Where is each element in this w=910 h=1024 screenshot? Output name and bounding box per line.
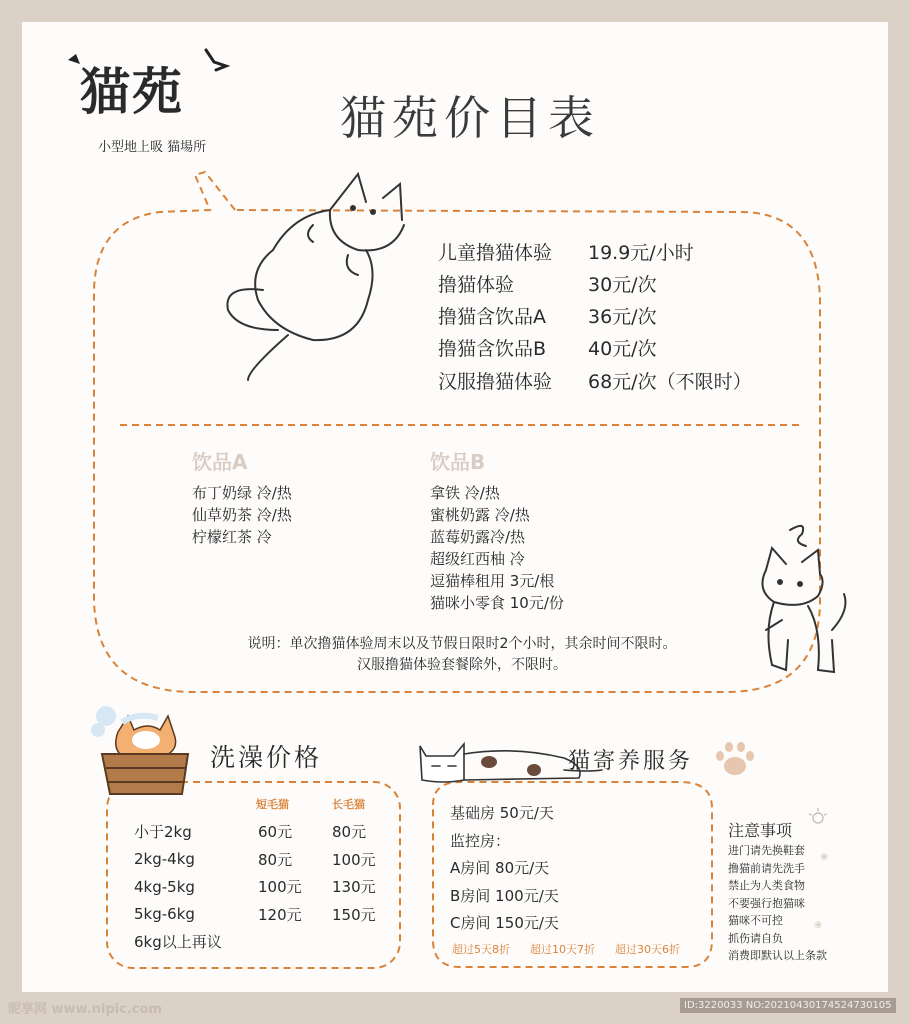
foster-list [450, 800, 559, 938]
watermark-left: 昵享网 www.nipic.com [8, 1002, 162, 1017]
logo: 猫苑 [80, 62, 184, 121]
small-paw-icon: ❀ [820, 852, 829, 863]
table-row [134, 846, 376, 874]
discount-badge: 超过30天6折 [615, 943, 680, 956]
bath-tub-cat-icon [88, 702, 198, 798]
price-row-value: 68元/次（不限时） [588, 371, 752, 393]
cat-lying-icon [218, 170, 418, 385]
list-item: 消费即默认以上条款 [728, 949, 827, 962]
notice-title: 注意事项 [728, 821, 793, 840]
note-line: 说明：单次撸猫体验周末以及节假日限时2个小时，其余时间不限时。 [247, 636, 677, 652]
price-row-value: 19.9元/小时 [588, 242, 694, 264]
table-row [134, 901, 376, 929]
price-row-value: 40元/次 [588, 338, 657, 360]
bath-header-long: 长毛猫 [332, 798, 365, 811]
bath-short-price: 60元 [258, 823, 293, 842]
list-item: 猫咪小零食 10元/份 [430, 594, 564, 612]
small-paw-icon: ❀ [814, 920, 823, 931]
list-item: A房间 80元/天 [450, 859, 550, 877]
cat-standing-icon [752, 520, 856, 690]
table-row [134, 873, 376, 901]
table-row [134, 818, 376, 846]
lightbulb-icon [806, 806, 830, 830]
bath-long-price: 150元 [332, 905, 376, 924]
bath-footer: 6kg以上再议 [134, 933, 222, 952]
list-item: 柠檬红茶 冷 [192, 528, 272, 546]
list-item: 蜜桃奶露 冷/热 [430, 506, 530, 524]
foster-title: 猫寄养服务 [568, 749, 694, 774]
list-item: 禁止为人类食物 [728, 879, 805, 892]
bath-weight: 小于2kg [134, 823, 192, 842]
bath-long-price: 80元 [332, 823, 367, 842]
price-row-name: 撸猫体验 [438, 274, 515, 296]
price-row-name: 汉服撸猫体验 [438, 371, 553, 393]
page-title: 猫苑价目表 [340, 91, 600, 145]
price-row [438, 302, 657, 329]
note-line: 汉服撸猫体验套餐除外，不限时。 [357, 657, 567, 673]
bath-header-short: 短毛猫 [256, 798, 289, 811]
list-item: 基础房 50元/天 [450, 804, 554, 822]
list-item: 抓伤请自负 [728, 931, 783, 945]
list-item: 猫咪不可控 [728, 914, 783, 927]
discount-badge: 超过5天8折 [452, 943, 510, 956]
table-row [134, 928, 376, 956]
list-item: 进门请先换鞋套 [728, 844, 805, 857]
list-item: 蓝莓奶露冷/热 [430, 528, 526, 546]
drinks-b-title: 饮品B [430, 450, 486, 474]
bath-short-price: 100元 [258, 878, 302, 897]
list-item: 超级红西柚 冷 [430, 550, 525, 568]
list-item: 监控房： [450, 831, 511, 850]
price-row [438, 270, 657, 297]
bath-weight: 2kg-4kg [134, 850, 195, 869]
bath-weight: 4kg-5kg [134, 877, 195, 896]
bath-short-price: 80元 [258, 850, 293, 869]
price-row [438, 367, 752, 394]
bath-short-price: 120元 [258, 905, 302, 924]
discount-badge: 超过10天7折 [530, 943, 595, 956]
bath-weight: 5kg-6kg [134, 905, 195, 924]
list-item: B房间 100元/天 [450, 886, 559, 905]
drinks-a-title: 饮品A [192, 450, 248, 474]
price-row [438, 238, 694, 265]
list-item: C房间 150元/天 [450, 914, 559, 932]
list-item: 逗猫棒租用 3元/根 [430, 572, 555, 590]
paw-print-icon [714, 740, 756, 780]
drinks-a-list [192, 482, 292, 548]
bath-long-price: 130元 [332, 878, 376, 897]
bath-table [134, 818, 376, 956]
price-row-name: 儿童撸猫体验 [438, 242, 553, 264]
list-item: 布丁奶绿 冷/热 [192, 484, 292, 502]
bath-long-price: 100元 [332, 850, 376, 869]
price-row-name: 撸猫含饮品B [438, 338, 547, 360]
list-item: 不要强行抱猫咪 [728, 896, 805, 910]
list-item: 仙草奶茶 冷/热 [192, 506, 292, 524]
watermark-right: ID:3220033 NO:20210430174524730105 [680, 998, 896, 1013]
price-row-value: 30元/次 [588, 274, 657, 296]
price-row-value: 36元/次 [588, 306, 657, 328]
notice-list [728, 842, 827, 965]
list-item: 撸猫前请先洗手 [728, 861, 805, 875]
note [212, 634, 712, 676]
logo-tagline: 小型地上吸 猫場所 [98, 140, 207, 155]
list-item: 拿铁 冷/热 [430, 484, 500, 502]
drinks-b-list [430, 482, 564, 614]
price-row-name: 撸猫含饮品A [438, 306, 546, 328]
bath-title: 洗澡价格 [210, 743, 323, 772]
price-row [438, 334, 657, 361]
